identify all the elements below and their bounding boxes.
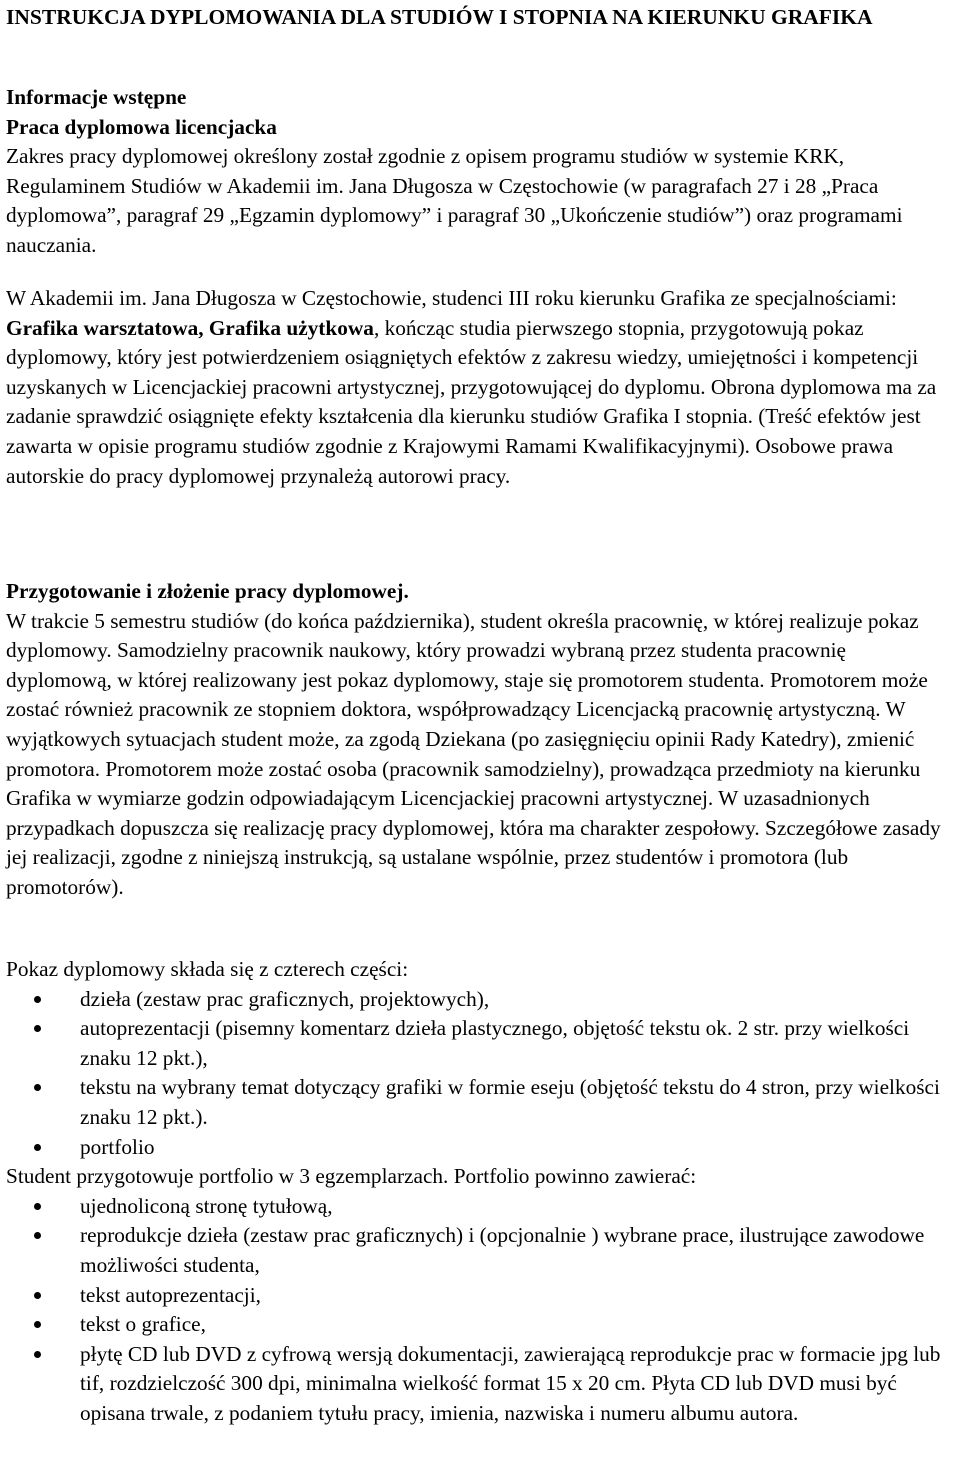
intro-paragraph: Zakres pracy dyplomowej określony został zgodnie z opisem programu studiów w systemie KRK, Regulaminem Studiów w Akademii im. Jana Długosza w Częstochowie (w paragrafach 27 i 28 „Praca dyplomowa”, paragraf 29 „Egzamin dyplomowy” i paragraf 30 „Ukończenie studiów”) oraz programami nauczania.: [6, 144, 903, 257]
preparation-paragraph: W trakcie 5 semestru studiów (do końca października), student określa pracownię, w której realizuje pokaz dyplomowy. Samodzielny pracownik naukowy, który prowadzi wybraną przez studenta pracownię dyplomową, w której realizowany jest pokaz dyplomowy, staje się promotorem studenta. Promotorem może zostać również pracownik ze stopniem doktora, współprowadzący Licencjacką pracownię artystyczną. W wyjątkowych sytuacjach student może, za zgodą Dziekana (po zasięgnięciu opinii Rady Katedry), zmienić promotora. Promotorem może zostać osoba (pracownik samodzielny), prowadząca przedmioty na kierunku Grafika w wymiarze godzin odpowiadającym Licencjackiej pracowni artystycznej. W uzasadnionych przypadkach dopuszcza się realizację pracy dyplomowej, która ma charakter zespołowy. Szczegółowe zasady jej realizacji, zgodne z niniejszą instrukcją, są ustalane wspólnie, przez studentów i promotora (lub promotorów).: [6, 608, 941, 899]
para2-text-a: W Akademii im. Jana Długosza w Częstochowie, studenci III roku kierunku Grafika ze specjalnościami:: [6, 286, 897, 310]
list-item: reprodukcje dzieła (zestaw prac graficznych) i (opcjonalnie ) wybrane prace, ilustrujące zawodowe możliwości studenta,: [6, 1221, 952, 1280]
list-item: tekst o grafice,: [6, 1310, 952, 1340]
intro-paragraph-2: [6, 284, 952, 491]
preparation-section: [6, 577, 952, 903]
show-parts-list: [6, 985, 952, 1163]
show-section: [6, 955, 952, 1429]
portfolio-intro: Student przygotowuje portfolio w 3 egzemplarzach. Portfolio powinno zawierać:: [6, 1164, 697, 1189]
list-item: tekst autoprezentacji,: [6, 1281, 952, 1311]
list-item: ujednoliconą stronę tytułową,: [6, 1192, 952, 1222]
para2-text-c: , kończąc studia pierwszego stopnia, przygotowują pokaz dyplomowy, który jest potwierdzeniem osiągniętych efektów z zakresu wiedzy, umiejętności i kompetencji uzyskanych w Licencjackiej pracowni artystycznej, przygotowującej do dyplomu. Obrona dyplomowa ma za zadanie sprawdzić osiągnięte efekty kształcenia dla kierunku studiów Grafika I stopnia. (Treść efektów jest zawarta w opisie programu studiów zgodnie z Krajowymi Ramami Kwalifikacyjnymi). Osobowe prawa autorskie do pracy dyplomowej przynależą autorowi pracy.: [6, 315, 937, 488]
list-item: tekstu na wybrany temat dotyczący grafiki w formie eseju (objętość tekstu do 4 stron, przy wielkości znaku 12 pkt.).: [6, 1073, 952, 1132]
portfolio-contents-list: [6, 1192, 952, 1429]
intro-section: [6, 83, 952, 261]
section-heading-preparation: Przygotowanie i złożenie pracy dyplomowej.: [6, 579, 409, 603]
list-item: portfolio: [6, 1133, 952, 1163]
document-title: INSTRUKCJA DYPLOMOWANIA DLA STUDIÓW I STOPNIA NA KIERUNKU GRAFIKA: [6, 5, 873, 29]
specializations-bold: Grafika warsztatowa, Grafika użytkowa: [6, 315, 374, 340]
list-item: płytę CD lub DVD z cyfrową wersją dokumentacji, zawierającą reprodukcje prac w formacie jpg lub tif, rozdzielczość 300 dpi, minimalna wielkość format 15 x 20 cm. Płyta CD lub DVD musi być opisana trwale, z podaniem tytułu pracy, imienia, nazwiska i numeru albumu autora.: [6, 1340, 952, 1429]
subheading-thesis: Praca dyplomowa licencjacka: [6, 114, 277, 139]
list-item: dzieła (zestaw prac graficznych, projektowych),: [6, 985, 952, 1015]
section-heading-intro: Informacje wstępne: [6, 85, 187, 109]
show-intro: Pokaz dyplomowy składa się z czterech części:: [6, 957, 409, 981]
list-item: autoprezentacji (pisemny komentarz dzieła plastycznego, objętość tekstu ok. 2 str. przy wielkości znaku 12 pkt.),: [6, 1014, 952, 1073]
